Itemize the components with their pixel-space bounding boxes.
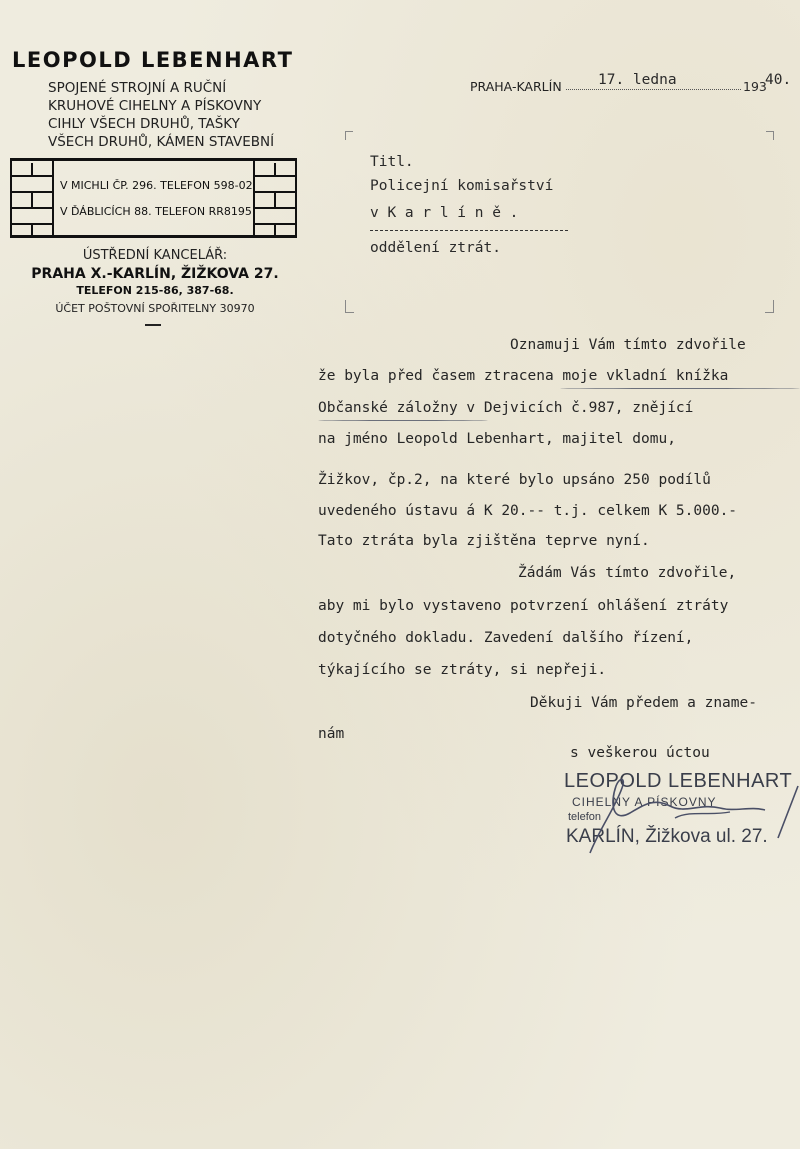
body-line: týkajícího se ztráty, si nepřeji.	[318, 662, 607, 678]
body-line: Občanské záložny v Dejvicích č.987, znějící	[318, 400, 694, 416]
dateline-place: PRAHA-KARLÍN	[470, 79, 562, 94]
brick-column-left	[10, 161, 54, 235]
recipient-underline	[370, 230, 568, 231]
stamp-address: KARLÍN, Žižkova ul. 27.	[566, 826, 768, 847]
product-list	[48, 79, 274, 151]
corner-mark	[345, 131, 353, 132]
body-line: uvedeného ústavu á K 20.-- t.j. celkem K 5.000.-	[318, 503, 738, 519]
corner-mark	[766, 131, 774, 132]
corner-mark	[345, 312, 354, 313]
corner-mark	[765, 312, 774, 313]
office-label: ÚSTŘEDNÍ KANCELÁŘ:	[82, 248, 228, 263]
body-line: dotyčného dokladu. Zavedení dalšího řízení,	[318, 630, 694, 646]
date-year-typed: 40.	[765, 72, 792, 88]
product-line: VŠECH DRUHŮ, KÁMEN STAVEBNÍ	[48, 134, 275, 150]
closing-line: s veškerou úctou	[570, 745, 710, 761]
body-line: Žižkov, čp.2, na které bylo upsáno 250 podílů	[318, 472, 711, 488]
body-line: že byla před časem ztracena moje vkladní knížka	[318, 368, 729, 384]
company-name: LEOPOLD LEBENHART	[12, 48, 294, 72]
handwritten-signature	[560, 768, 800, 858]
corner-mark	[345, 300, 346, 312]
product-line: CIHLY VŠECH DRUHŮ, TAŠKY	[48, 116, 240, 132]
office-address: PRAHA X.-KARLÍN, ŽIŽKOVA 27.	[31, 266, 279, 282]
body-line: Žádám Vás tímto zdvořile,	[518, 565, 737, 581]
body-line: Tato ztráta byla zjištěna teprve nyní.	[318, 533, 650, 549]
recipient-line: v K a r l í n ě .	[370, 205, 519, 221]
location-dablice: V ĎÁBLICÍCH 88. TELEFON RR8195	[60, 205, 252, 218]
product-line: KRUHOVÉ CIHELNY A PÍSKOVNY	[48, 98, 262, 114]
corner-mark	[773, 300, 774, 312]
brick-logo-box	[10, 158, 297, 238]
body-line: Oznamuji Vám tímto zdvořile	[510, 337, 746, 353]
stamp-company-name: LEOPOLD LEBENHART	[564, 770, 793, 792]
location-michle: V MICHLI ČP. 296. TELEFON 598-02	[60, 179, 253, 192]
recipient-line: oddělení ztrát.	[370, 240, 501, 256]
recipient-line: Policejní komisařství	[370, 178, 554, 194]
body-line: na jméno Leopold Lebenhart, majitel domu,	[318, 431, 676, 447]
product-line: SPOJENÉ STROJNÍ A RUČNÍ	[48, 80, 227, 96]
date-day-month: 17. ledna	[598, 72, 677, 88]
date-dotted-line	[566, 89, 741, 90]
divider	[145, 324, 161, 326]
stamp-telefon: telefon	[568, 811, 602, 823]
body-line: aby mi bylo vystaveno potvrzení ohlášení ztráty	[318, 598, 729, 614]
brick-column-right	[253, 161, 297, 235]
office-phone: TELEFON 215-86, 387-68.	[76, 284, 234, 297]
pen-underline	[318, 420, 488, 421]
recipient-line: Titl.	[370, 154, 414, 170]
stamp-products: CIHELNY A PÍSKOVNY	[572, 795, 717, 809]
corner-mark	[345, 131, 346, 140]
body-line: nám	[318, 726, 345, 742]
body-line: Děkuji Vám předem a zname-	[530, 695, 757, 711]
pen-underline	[560, 388, 800, 389]
date-year-printed: 193	[743, 79, 767, 94]
corner-mark	[773, 131, 774, 140]
office-account: ÚČET POŠTOVNÍ SPOŘITELNY 30970	[55, 302, 255, 315]
